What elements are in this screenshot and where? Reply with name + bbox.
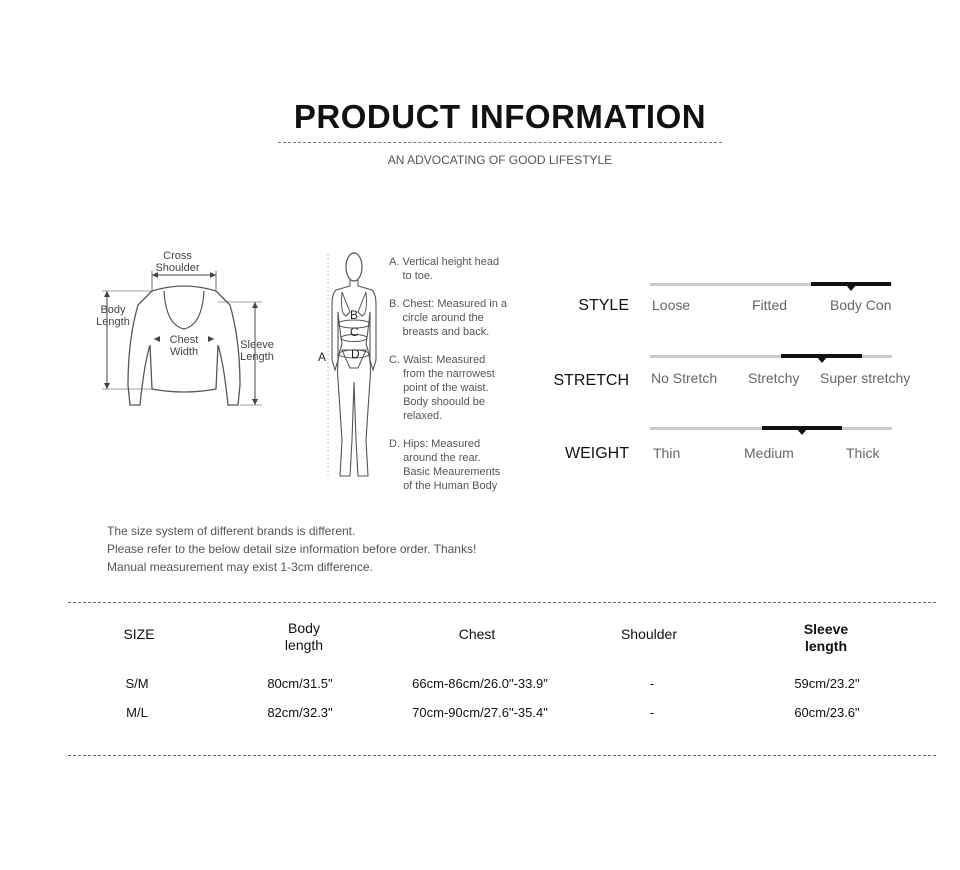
- measurement-c: C. Waist: Measured from the narrowest point of the waist. Body shoould be relaxed.: [389, 354, 495, 422]
- header-sleeve-length: Sleeve length: [803, 621, 849, 654]
- weight-option-medium: Medium: [744, 445, 794, 461]
- measurement-a: A. Vertical height head to toe.: [389, 256, 500, 282]
- table-cell: M/L: [126, 705, 148, 720]
- header-shoulder: Shoulder: [620, 626, 678, 642]
- table-cell: -: [649, 676, 655, 691]
- weight-option-thin: Thin: [653, 445, 681, 461]
- sleeve-length-label: Sleeve Length: [240, 339, 274, 363]
- marker-a: A: [318, 350, 327, 364]
- table-top-divider: [68, 602, 936, 603]
- header-size: SIZE: [123, 626, 155, 642]
- marker-b: B: [350, 308, 359, 322]
- marker-d: D: [351, 347, 360, 361]
- stretch-scale-marker: [817, 357, 827, 363]
- stretch-option-no-stretch: No Stretch: [651, 370, 718, 386]
- table-cell: 80cm/31.5": [267, 676, 333, 691]
- chest-width-label: Chest Width: [160, 334, 208, 358]
- style-option-fitted: Fitted: [752, 297, 788, 313]
- table-cell: -: [649, 705, 655, 720]
- table-cell: S/M: [125, 676, 149, 691]
- note-measurement-difference: Manual measurement may exist 1-3cm difference.: [107, 560, 373, 574]
- style-option-body-con: Body Con: [830, 297, 892, 313]
- table-cell: 60cm/23.6": [794, 705, 860, 720]
- table-cell: 66cm-86cm/26.0"-33.9": [412, 676, 548, 691]
- measurement-b: B. Chest: Measured in a circle around the breasts and back.: [389, 298, 508, 338]
- human-body-diagram: [320, 250, 390, 482]
- stretch-option-super-stretchy: Super stretchy: [820, 370, 911, 386]
- note-size-system: The size system of different brands is different.: [107, 524, 356, 538]
- table-bottom-divider: [68, 755, 936, 756]
- note-refer-size: Please refer to the below detail size information before order. Thanks!: [107, 542, 477, 556]
- marker-c: C: [350, 325, 359, 339]
- page-title: PRODUCT INFORMATION: [293, 98, 707, 135]
- stretch-option-stretchy: Stretchy: [748, 370, 800, 386]
- table-cell: 70cm-90cm/27.6"-35.4": [412, 705, 548, 720]
- weight-scale-marker: [797, 429, 807, 435]
- title-divider: [278, 142, 722, 143]
- style-option-loose: Loose: [652, 297, 691, 313]
- table-cell: 82cm/32.3": [267, 705, 333, 720]
- page-subtitle: AN ADVOCATING OF GOOD LIFESTYLE: [387, 153, 613, 167]
- style-scale-marker: [846, 285, 856, 291]
- header-chest: Chest: [458, 626, 496, 642]
- measurement-d: D. Hips: Measured around the rear. Basic Meaurements of the Human Body: [389, 438, 501, 492]
- weight-option-thick: Thick: [846, 445, 880, 461]
- weight-scale-label: WEIGHT: [565, 445, 629, 462]
- cross-shoulder-label: Cross Shoulder: [155, 250, 200, 274]
- header-body-length: Body length: [284, 620, 324, 653]
- stretch-scale-label: STRETCH: [553, 372, 629, 389]
- body-length-label: Body Length: [96, 304, 130, 328]
- table-cell: 59cm/23.2": [794, 676, 860, 691]
- style-scale-label: STYLE: [578, 297, 629, 314]
